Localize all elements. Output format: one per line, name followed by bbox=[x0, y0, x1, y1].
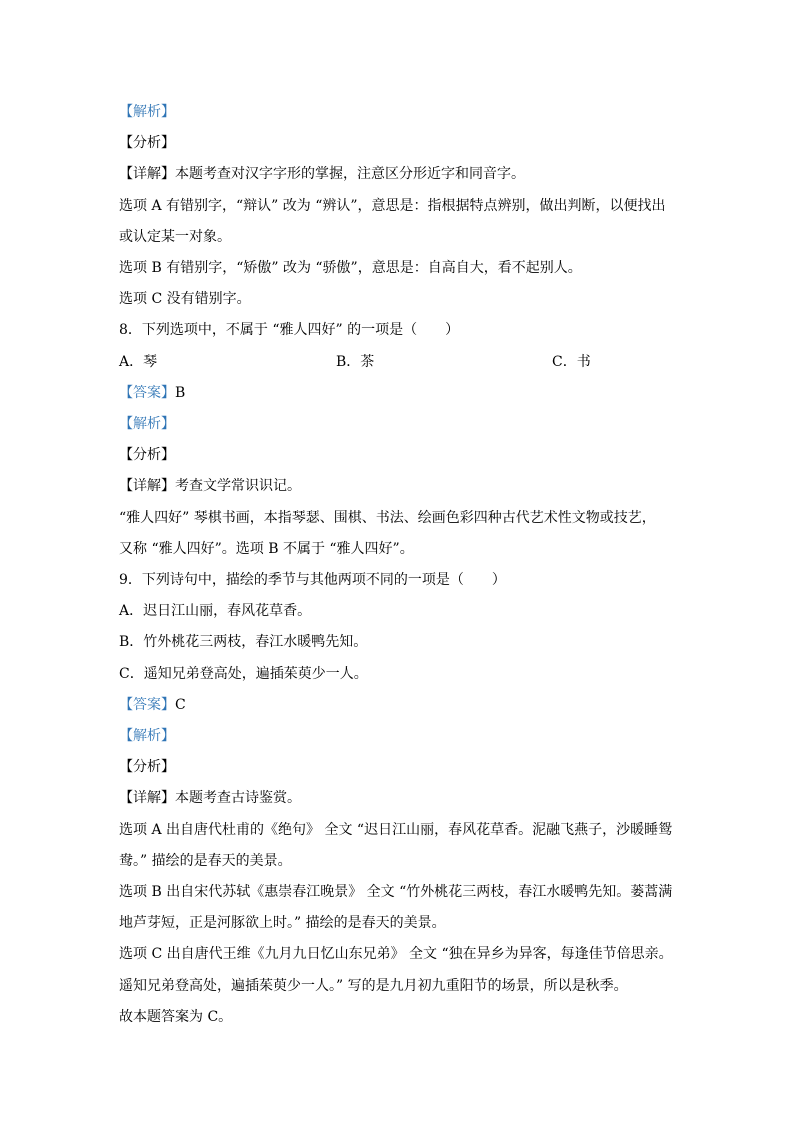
q9-xiangjie-tag: 【详解】 bbox=[119, 790, 175, 806]
q7-xiangjie-text: 本题考查对汉字字形的掌握，注意区分形近字和同音字。 bbox=[175, 166, 525, 182]
q7-xiangjie-tag: 【详解】 bbox=[119, 166, 175, 182]
q7-fenxi-heading: 【分析】 bbox=[119, 135, 175, 151]
q9-option-a: A．迟日江山丽，春风花草香。 bbox=[119, 603, 312, 619]
q9-line-6: 遥知兄弟登高处，遍插茱萸少一人。” 写的是九月初九重阳节的场景，所以是秋季。 bbox=[119, 978, 628, 994]
q9-option-b: B．竹外桃花三两枝，春江水暖鸭先知。 bbox=[119, 634, 368, 650]
q8-fenxi-heading: 【分析】 bbox=[119, 447, 175, 463]
q8-question: 8．下列选项中，不属于 “雅人四好” 的一项是（ ） bbox=[119, 322, 460, 338]
q9-answer bbox=[119, 695, 186, 715]
q8-xiangjie-tag: 【详解】 bbox=[119, 478, 175, 494]
q8-jiexi-heading: 【解析】 bbox=[119, 416, 175, 432]
q8-option-a: A．琴 bbox=[119, 354, 158, 370]
q9-fenxi-heading: 【分析】 bbox=[119, 759, 175, 775]
q8-option-b: B．茶 bbox=[336, 354, 375, 370]
q9-xiangjie-text: 本题考查古诗鉴赏。 bbox=[175, 790, 301, 806]
q9-answer-value: C bbox=[175, 697, 186, 713]
q9-line-3: 选项 B 出自宋代苏轼《惠崇春江晚景》 全文 “竹外桃花三两枝，春江水暖鸭先知。蒌蒿满 bbox=[119, 884, 673, 900]
q7-xiangjie bbox=[119, 164, 525, 184]
q9-line-5: 选项 C 出自唐代王维《九月九日忆山东兄弟》 全文 “独在异乡为异客，每逢佳节倍思亲。 bbox=[119, 946, 673, 962]
q9-question: 9．下列诗句中，描绘的季节与其他两项不同的一项是（ ） bbox=[119, 572, 506, 588]
q9-line-7: 故本题答案为 C。 bbox=[119, 1009, 233, 1025]
q9-jiexi-heading: 【解析】 bbox=[119, 728, 175, 744]
q9-line-4: 地芦芽短，正是河豚欲上时。” 描绘的是春天的美景。 bbox=[119, 915, 446, 931]
q7-line-4: 选项 C 没有错别字。 bbox=[119, 291, 251, 307]
q9-line-2: 鸯。” 描绘的是春天的美景。 bbox=[119, 853, 292, 869]
q8-answer-tag: 【答案】 bbox=[119, 385, 175, 401]
q9-answer-tag: 【答案】 bbox=[119, 697, 175, 713]
q8-line-2: 又称 “雅人四好”。选项 B 不属于 “雅人四好”。 bbox=[119, 541, 414, 557]
q7-line-1: 选项 A 有错别字，“辩认” 改为 “辨认”，意思是：指根据特点辨别，做出判断，以便找出 bbox=[119, 198, 666, 214]
q7-line-2: 或认定某一对象。 bbox=[119, 229, 231, 245]
q8-xiangjie-text: 考查文学常识识记。 bbox=[175, 478, 301, 494]
q8-option-c: C．书 bbox=[552, 354, 591, 370]
q8-xiangjie bbox=[119, 476, 301, 496]
q8-line-1: “雅人四好” 琴棋书画，本指琴瑟、围棋、书法、绘画色彩四种古代艺术性文物或技艺， bbox=[119, 510, 656, 526]
q9-line-1: 选项 A 出自唐代杜甫的《绝句》 全文 “迟日江山丽，春风花草香。泥融飞燕子，沙暖睡鸳 bbox=[119, 822, 673, 838]
q7-jiexi-heading: 【解析】 bbox=[119, 104, 175, 120]
q9-xiangjie bbox=[119, 788, 301, 808]
q8-answer-value: B bbox=[175, 385, 186, 401]
q8-answer bbox=[119, 383, 185, 403]
q9-option-c: C．遥知兄弟登高处，遍插茱萸少一人。 bbox=[119, 666, 368, 682]
q7-line-3: 选项 B 有错别字，“矫傲” 改为 “骄傲”，意思是：自高自大，看不起别人。 bbox=[119, 260, 582, 276]
